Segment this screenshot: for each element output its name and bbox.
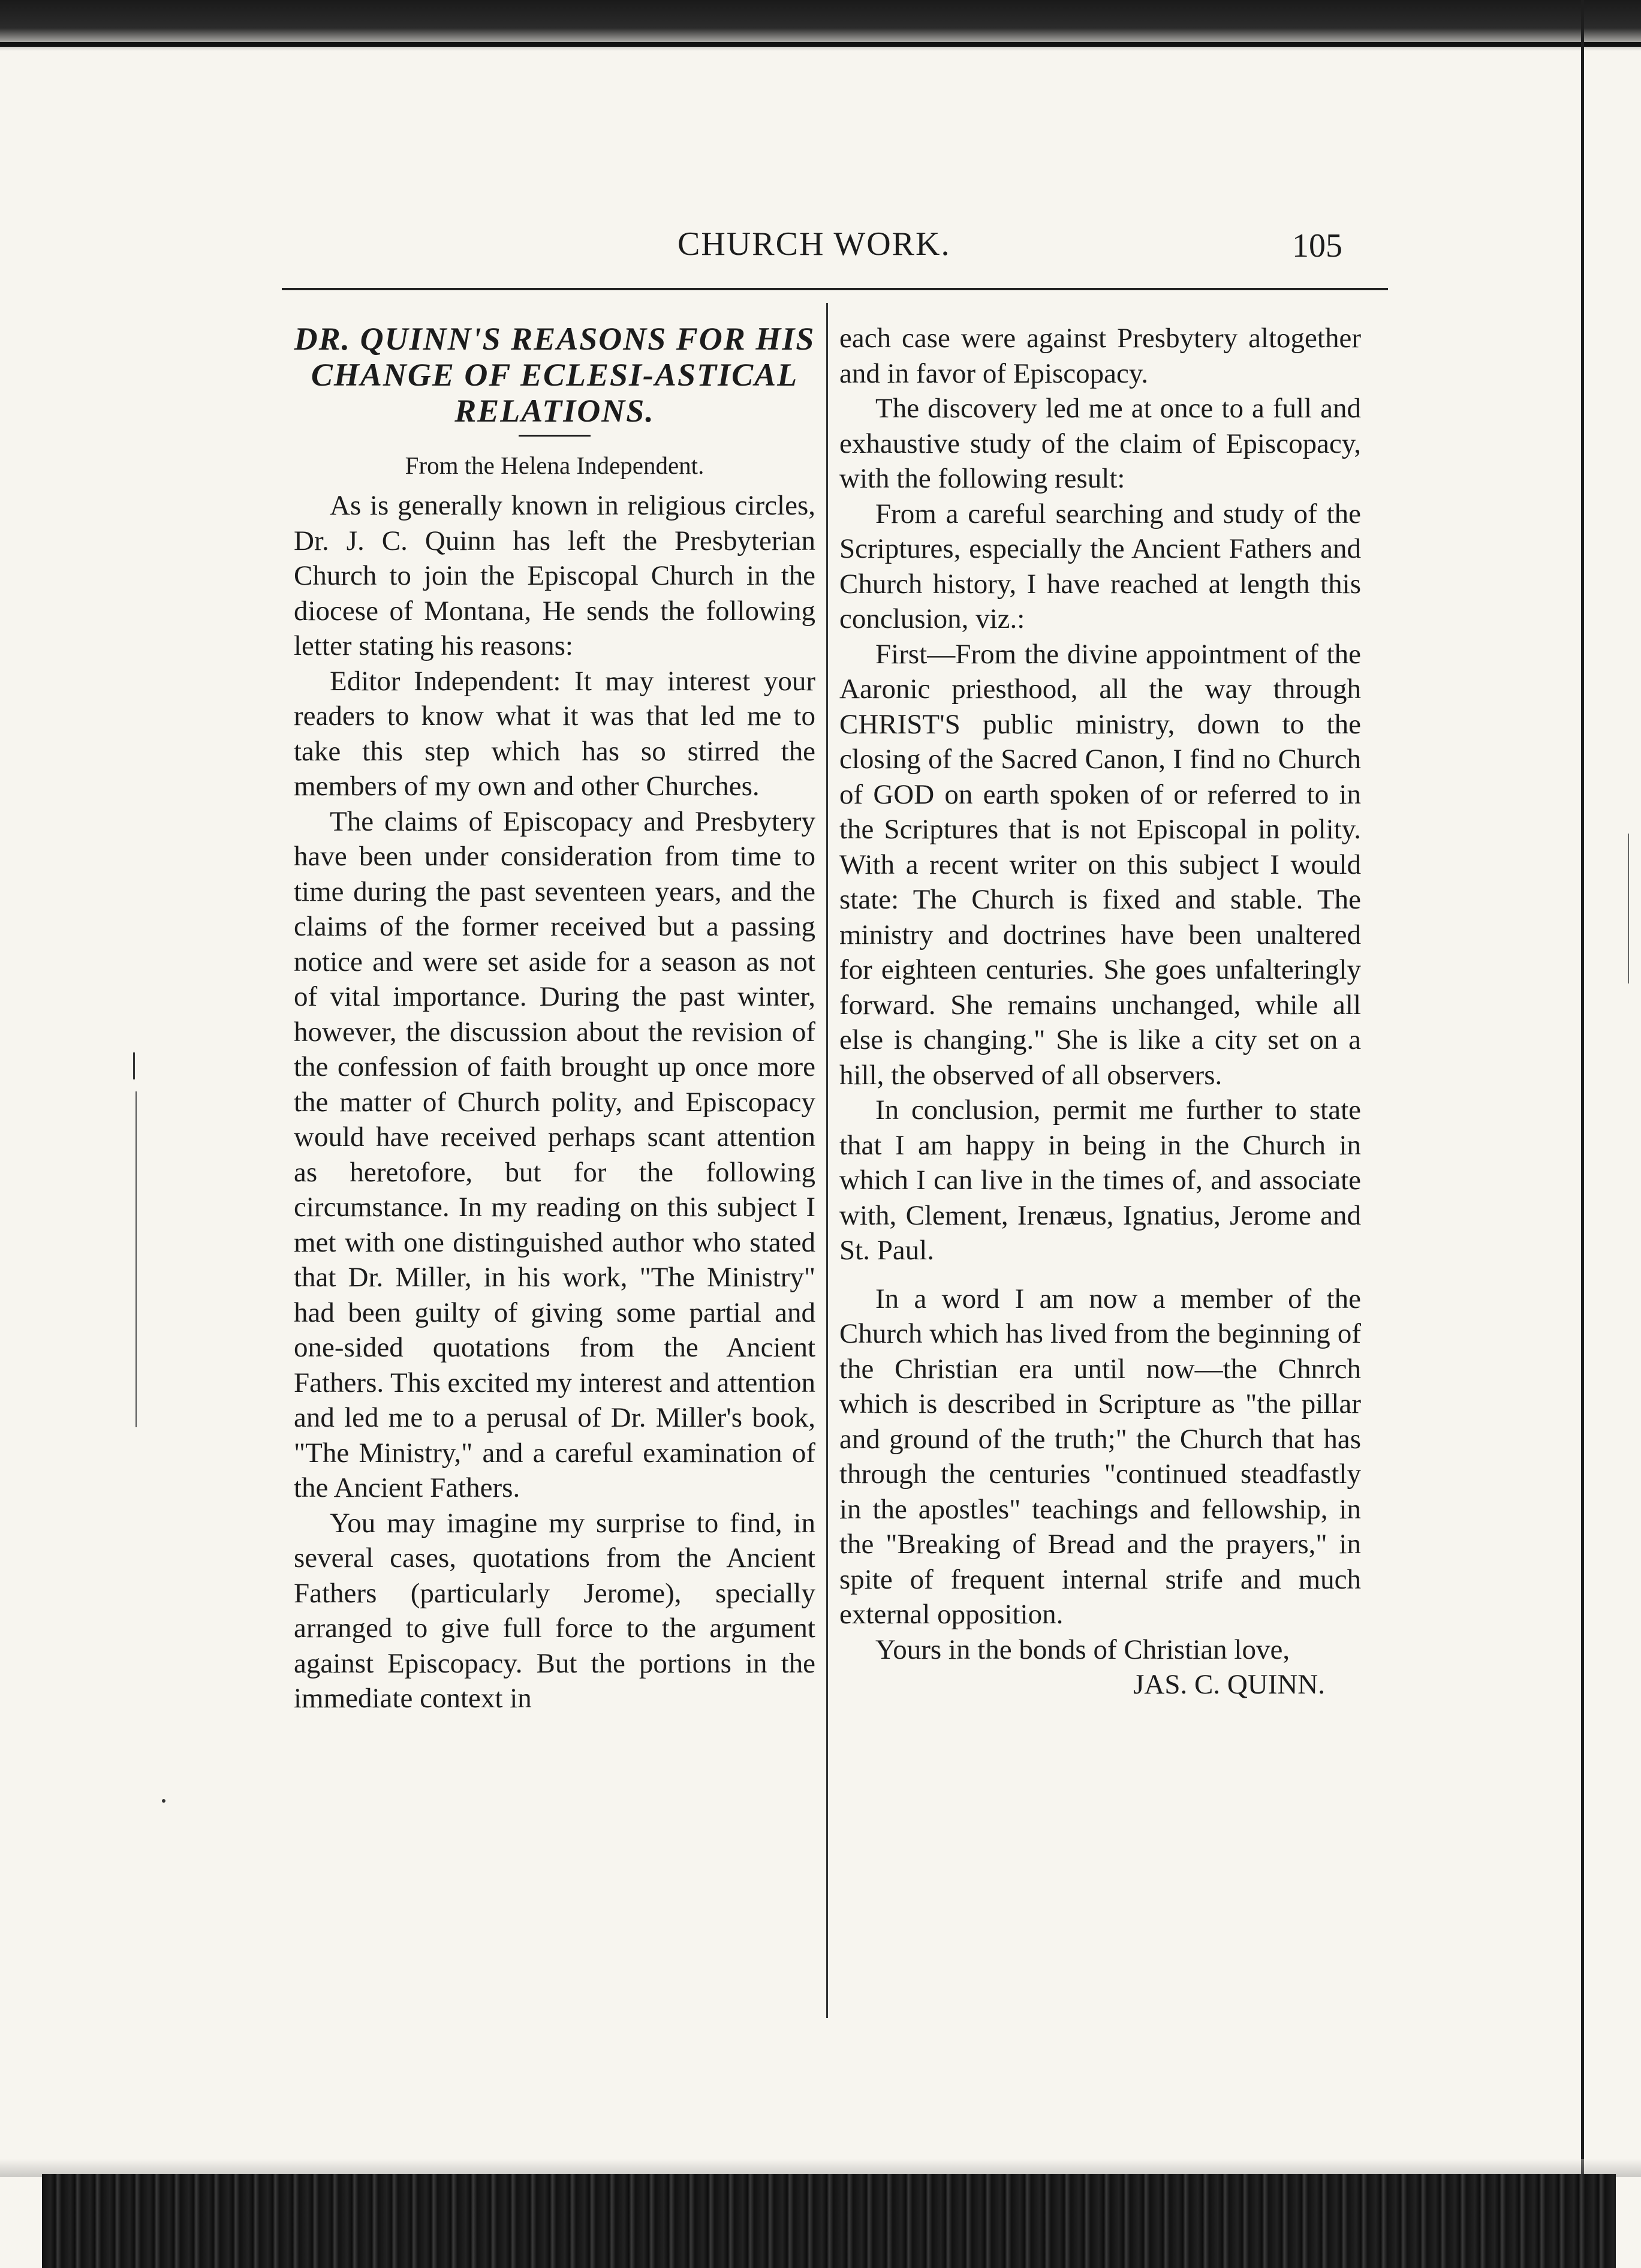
paragraph: The claims of Episcopacy and Presbytery have been under consideration from time to time during the past seventeen years, and the claims of the former received but a passing notice and were set aside for a season as not of vital importance. During the past winter, however, the discussion about the revision of the confession of faith brought up once more the matter of Church polity, and Episcopacy would have received perhaps scant attention as heretofore, but for the following circumstance. In my reading on this subject I met with one distinguished author who stated that Dr. Miller, in his work, "The Ministry" had been guilty of giving some partial and one-sided quotations from the Ancient Fathers. This excited my interest and attention and led me to a perusal of Dr. Miller's book, "The Ministry," and a careful examination of the Ancient Fathers. [294, 805, 815, 1503]
paragraph: each case were against Presbytery altogether and in favor of Episcopacy. [839, 323, 1361, 389]
header-rule [282, 288, 1388, 290]
margin-mark [1628, 834, 1629, 983]
page-edge-right [1581, 0, 1584, 2268]
paragraph: In conclusion, permit me further to state that I am happy in being in the Church in which I can live in the times of, and associate with, Clement, Irenæus, Ignatius, Jerome and St. Paul. [839, 1094, 1361, 1266]
title-rule [519, 435, 591, 437]
margin-mark [136, 1091, 137, 1427]
scan-border-bottom [42, 2174, 1616, 2268]
paragraph: First—From the divine appointment of the Aaronic priesthood, all the way through CHRIST'S public ministry, down to the closing of the Sacred Canon, I find no Church of GOD on earth spoken of or referred to in the Scriptures that is not Episcopal in polity. With a recent writer on this subject I would state: The Church is fixed and stable. The ministry and doctrines have been unaltered for eighteen centuries. She goes unfalteringly forward. She remains unchanged, while all else is changing." She is like a city set on a hill, the observed of all observers. [839, 638, 1361, 1091]
paragraph: As is generally known in religious circles, Dr. J. C. Quinn has left the Presbyterian Church to join the Episcopal Church in the diocese of Montana, He sends the following letter stating his reasons: [294, 490, 815, 661]
left-column [294, 321, 815, 1716]
article-title: DR. QUINN'S REASONS FOR HIS CHANGE OF ECLESI-ASTICAL RELATIONS. [294, 321, 815, 429]
margin-mark [133, 1052, 135, 1079]
paragraph: Editor Independent: It may interest your readers to know what it was that led me to take this step which has so stirred the members of my own and other Churches. [294, 665, 815, 802]
scan-edge-top [0, 42, 1641, 47]
closing-line: Yours in the bonds of Christian love, [875, 1634, 1290, 1665]
margin-dot [162, 1799, 165, 1803]
paragraph: The discovery led me at once to a full and exhaustive study of the claim of Episcopacy, with the following result: [839, 393, 1361, 494]
page-number: 105 [1292, 227, 1342, 264]
right-column [839, 321, 1361, 1702]
running-head: CHURCH WORK. [678, 225, 951, 263]
signature-name: JAS. C. QUINN. [1133, 1669, 1325, 1700]
signature [839, 1667, 1361, 1702]
column-divider [826, 303, 828, 2018]
paragraph: From a careful searching and study of the Scriptures, especially the Ancient Fathers and Church history, I have reached at length this conclusion, viz.: [839, 498, 1361, 634]
paragraph: You may imagine my surprise to find, in several cases, quotations from the Ancient Fathers (particularly Jerome), specially arranged to give full force to the argument against Episcopacy. But the portions in the immediate context in [294, 1507, 815, 1714]
article-source: From the Helena Independent. [405, 452, 704, 479]
paragraph: In a word I am now a member of the Church which has lived from the beginning of the Christian era until now—the Chnrch which is described in Scripture as "the pillar and ground of the truth;" the Church that has through the centuries "continued steadfastly in the apostles" teachings and fellowship, in the "Breaking of Bread and the prayers," in spite of frequent internal strife and much external opposition. [839, 1283, 1361, 1630]
